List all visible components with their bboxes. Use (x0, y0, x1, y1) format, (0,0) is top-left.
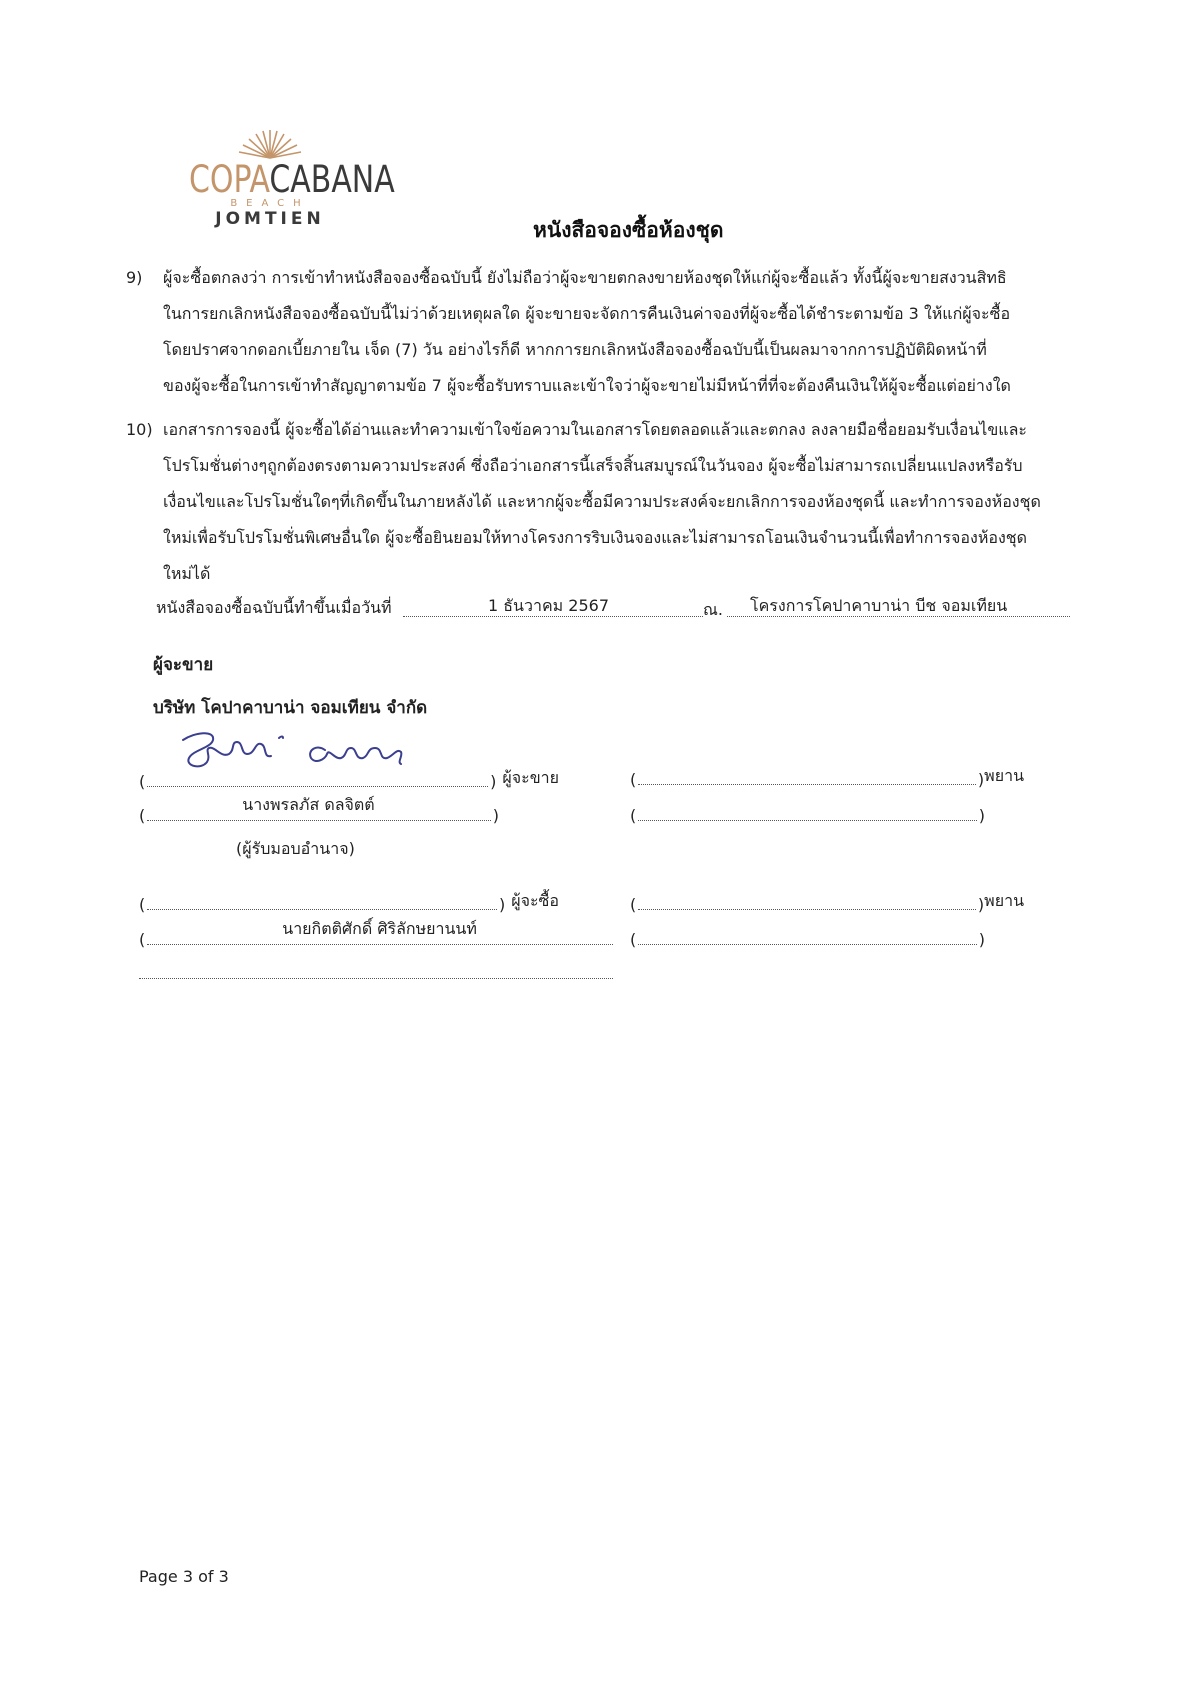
seller-role-label: ผู้จะขาย (502, 768, 559, 787)
buyer-extra-line (139, 978, 613, 979)
made-on-date: 1 ธันวาคม 2567 (488, 596, 609, 615)
clause-number: 10) (126, 420, 153, 439)
witness-1-signature-field: ( ) พยาน (630, 766, 1024, 789)
clause-10 (163, 412, 1041, 592)
document-title: หนังสือจองซื้อห้องชุด (533, 218, 724, 242)
witness-label: พยาน (984, 766, 1024, 785)
brand-location: JOMTIEN (215, 209, 325, 229)
buyer-signature-field: ( ) ผู้จะซื้อ (139, 891, 559, 914)
witness-2-signature-field: ( ) พยาน (630, 891, 1024, 914)
clause-line: เอกสารการจองนี้ ผู้จะซื้อได้อ่านและทำความเข้าใจข้อความในเอกสารโดยตลอดแล้วและตกลง ลงลายมือชื่อยอมรับเงื่อนไขและ (163, 420, 1027, 439)
page-number: Page 3 of 3 (139, 1567, 229, 1586)
seller-name: นางพรลภัส ดลจิตต์ (242, 795, 375, 814)
brand-cabana: CABANA (269, 158, 395, 201)
witness-1-name-field: ( ) (630, 806, 985, 825)
seller-company: บริษัท โคปาคาบาน่า จอมเทียน จำกัด (153, 698, 428, 718)
clause-9 (163, 260, 1011, 404)
seller-heading: ผู้จะขาย (153, 655, 214, 675)
clause-line: ของผู้จะซื้อในการเข้าทำสัญญาตามข้อ 7 ผู้จะซื้อรับทราบและเข้าใจว่าผู้จะขายไม่มีหน้าที่ที่จะต้องคืนเงินให้ผู้จะซื้อแต่อย่างใด (163, 376, 1011, 395)
signature-dotted-line (147, 786, 488, 787)
made-at-place: โครงการโคปาคาบาน่า บีช จอมเทียน (750, 596, 1008, 615)
clause-line: ในการยกเลิกหนังสือจองซื้อฉบับนี้ไม่ว่าด้วยเหตุผลใด ผู้จะขายจะจัดการคืนเงินค่าจองที่ผู้จะซื้อได้ชำระตามข้อ 3 ให้แก่ผู้จะซื้อ (163, 304, 1011, 323)
sun-icon (230, 128, 310, 160)
clause-line: เงื่อนไขและโปรโมชั่นใดๆที่เกิดขึ้นในภายหลังได้ และหากผู้จะซื้อมีความประสงค์จะยกเลิกการจองห้องชุดนี้ และทำการจองห้องชุด (163, 492, 1041, 511)
clause-line: ใหม่เพื่อรับโปรโมชั่นพิเศษอื่นใด ผู้จะซื้อยินยอมให้ทางโครงการริบเงินจองและไม่สามารถโอนเงินจำนวนนี้เพื่อทำการจองห้องชุด (163, 528, 1028, 547)
made-on-label: หนังสือจองซื้อฉบับนี้ทำขึ้นเมื่อวันที่ (156, 598, 392, 617)
at-label: ณ. (703, 600, 723, 619)
clause-line: ผู้จะซื้อตกลงว่า การเข้าทำหนังสือจองซื้อฉบับนี้ ยังไม่ถือว่าผู้จะขายตกลงขายห้องชุดให้แก่ผู้จะซื้อแล้ว ทั้งนี้ผู้จะขายสงวนสิทธิ (163, 268, 1007, 287)
buyer-name: นายกิตติศักดิ์ ศิริลักษยานนท์ (282, 919, 477, 938)
clause-line: ใหม่ได้ (163, 564, 211, 583)
clause-line: โปรโมชั่นต่างๆถูกต้องตรงตามความประสงค์ ซึ่งถือว่าเอกสารนี้เสร็จสิ้นสมบูรณ์ในวันจอง ผู้จะซื้อไม่สามารถเปลี่ยนแปลงหรือรับ (163, 456, 1023, 475)
seller-name-field: ( นางพรลภัส ดลจิตต์ ) (139, 795, 499, 825)
clause-line: โดยปราศจากดอกเบี้ยภายใน เจ็ด (7) วัน อย่างไรก็ดี หากการยกเลิกหนังสือจองซื้อฉบับนี้เป็นผลมาจากการปฏิบัติผิดหน้าที่ (163, 340, 987, 359)
witness-2-name-field: ( ) (630, 930, 985, 949)
brand-name (189, 158, 395, 201)
clause-number: 9) (126, 268, 143, 287)
buyer-name-field: ( นายกิตติศักดิ์ ศิริลักษยานนท์ (139, 930, 613, 949)
brand-copa: COPA (189, 158, 270, 201)
company-logo (180, 128, 395, 229)
witness-label: พยาน (984, 891, 1024, 910)
seller-signature-field: ( ) ผู้จะขาย (139, 768, 559, 791)
buyer-role-label: ผู้จะซื้อ (511, 891, 559, 910)
brand-beach: BEACH (230, 198, 310, 209)
seller-handwritten-signature (175, 728, 435, 786)
seller-note: (ผู้รับมอบอำนาจ) (236, 839, 355, 858)
